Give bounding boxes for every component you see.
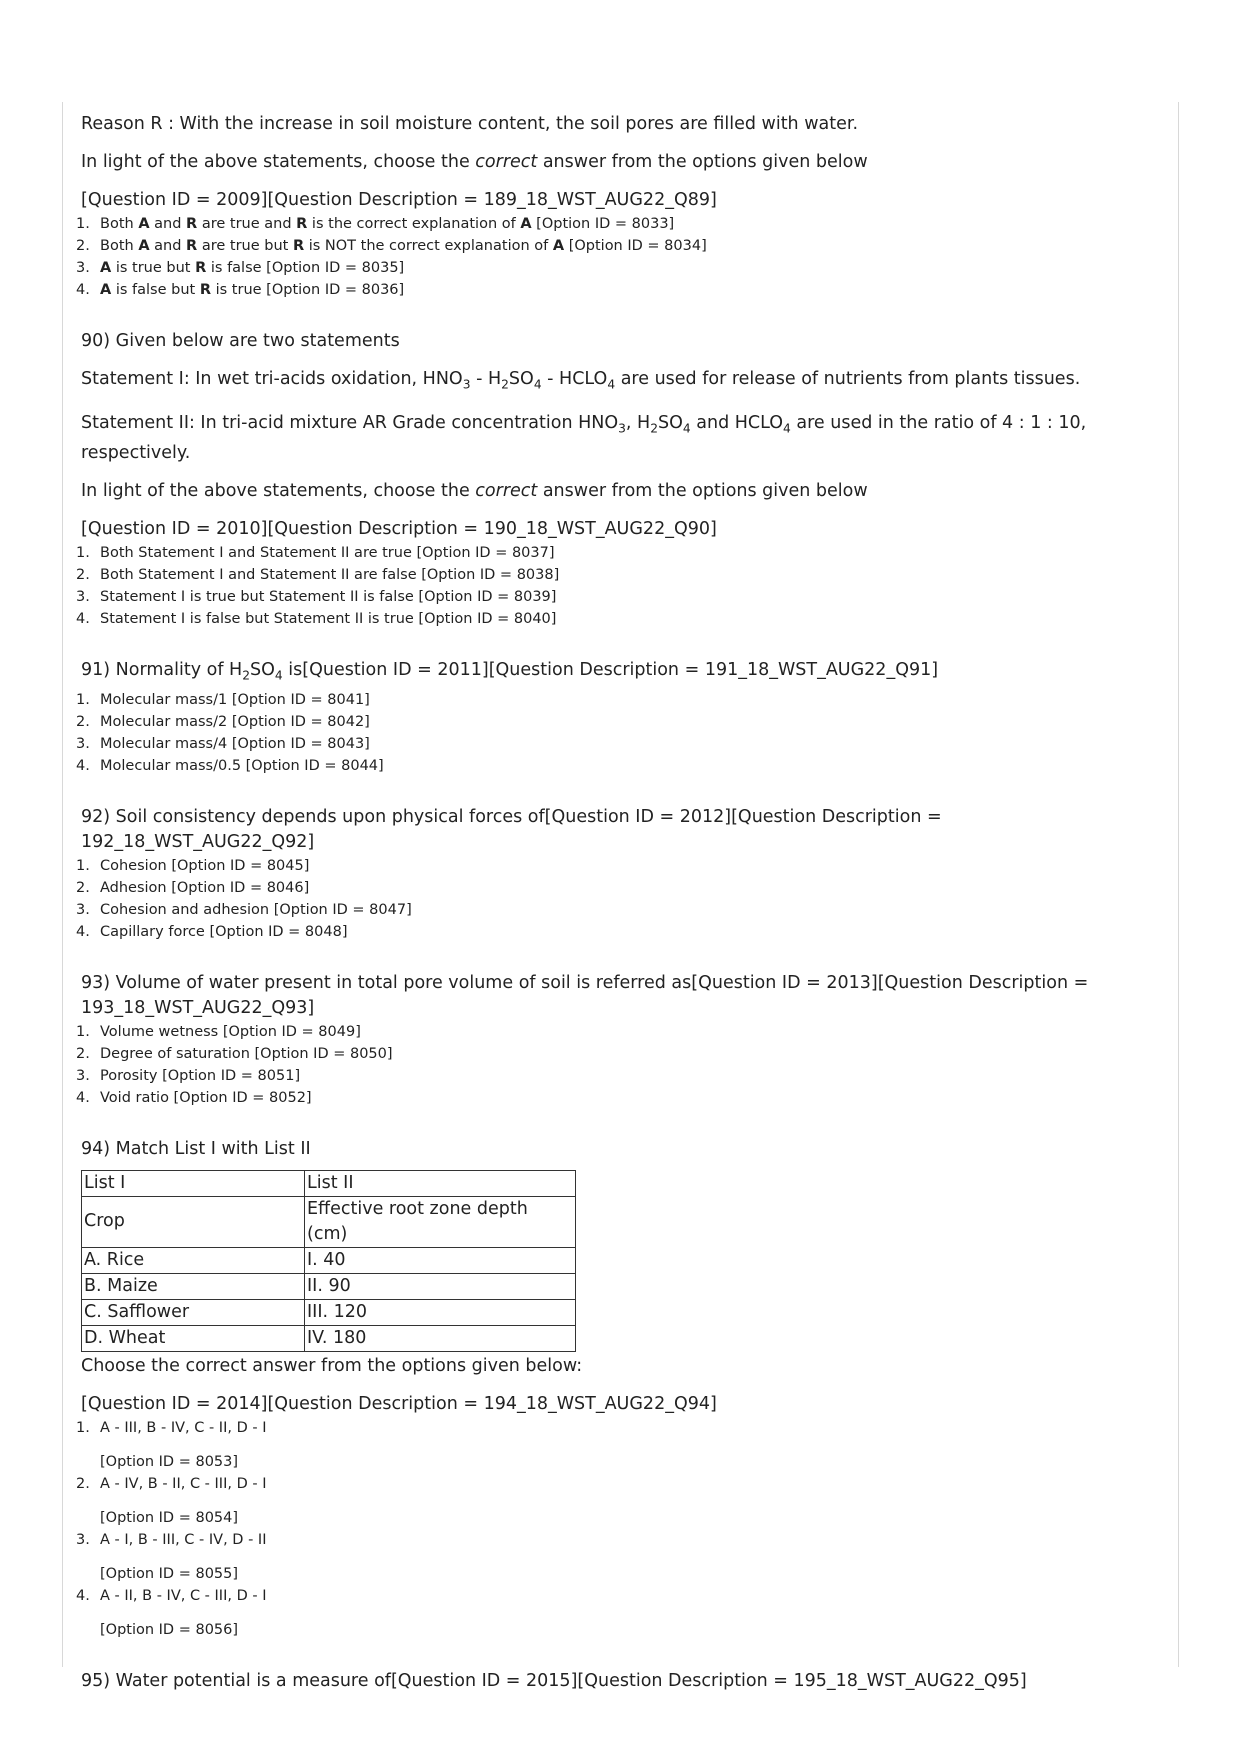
q94-option-1[interactable]: 1. A - III, B - IV, C - II, D - I [Option ID = 8053] — [76, 1419, 267, 1470]
q89-question-id: [Question ID = 2009][Question Description = 189_18_WST_AUG22_Q89] — [81, 190, 717, 210]
q92-options — [62, 855, 1172, 943]
q90-option-2[interactable]: 2. Both Statement I and Statement II are false [Option ID = 8038] — [76, 567, 560, 583]
q92-option-3[interactable]: 3. Cohesion and adhesion [Option ID = 8047] — [76, 901, 412, 918]
q94-option-3[interactable]: 3. A - I, B - III, C - IV, D - II [Option ID = 8055] — [76, 1531, 267, 1582]
table-row: B. Maize II. 90 — [82, 1273, 576, 1299]
q89-instruction: In light of the above statements, choose the correct answer from the options given below — [81, 152, 868, 172]
q93-options — [62, 1021, 1172, 1109]
q89-reason: Reason R : With the increase in soil moisture content, the soil pores are filled with water. — [81, 114, 859, 134]
q93-option-3[interactable]: 3. Porosity [Option ID = 8051] — [76, 1067, 301, 1084]
table-row: D. Wheat IV. 180 — [82, 1325, 576, 1351]
q90-statement-1: Statement I: In wet tri-acids oxidation, $HNO_3 - H_2SO_4$ - $HCLO_4$ are used for release of nutrients from plants tissues. — [81, 369, 1081, 392]
q90-option-1[interactable]: 1. Both Statement I and Statement II are true [Option ID = 8037] — [76, 545, 555, 561]
table-row: List I List II — [82, 1170, 576, 1196]
q91-option-4[interactable]: 4. Molecular mass/0.5 [Option ID = 8044] — [76, 757, 384, 774]
q93-option-1[interactable]: 1. Volume wetness [Option ID = 8049] — [76, 1023, 361, 1040]
table-row: A. Rice I. 40 — [82, 1247, 576, 1273]
q92-title: 92) Soil consistency depends upon physical forces of[Question ID = 2012][Question Description = 192_18_WST_AUG22_Q92] — [81, 806, 942, 852]
q93-option-4[interactable]: 4. Void ratio [Option ID = 8052] — [76, 1089, 312, 1106]
question-content — [62, 112, 1172, 1694]
q89-option-3[interactable]: 3. A is true but R is false [Option ID = 8035] — [76, 260, 405, 276]
q89-option-1[interactable]: 1. Both A and R are true and R is the correct explanation of A [Option ID = 8033] — [76, 216, 675, 232]
q90-question-id: [Question ID = 2010][Question Description = 190_18_WST_AUG22_Q90] — [81, 519, 717, 539]
q92-option-2[interactable]: 2. Adhesion [Option ID = 8046] — [76, 879, 310, 896]
q90-options — [62, 542, 1172, 630]
table-row: C. Safflower III. 120 — [82, 1299, 576, 1325]
page-border-right — [1178, 102, 1179, 1667]
q90-instruction: In light of the above statements, choose the correct answer from the options given below — [81, 481, 868, 501]
q94-option-2[interactable]: 2. A - IV, B - II, C - III, D - I [Option ID = 8054] — [76, 1475, 267, 1526]
q91-option-2[interactable]: 2. Molecular mass/2 [Option ID = 8042] — [76, 713, 370, 730]
q91-options — [62, 689, 1172, 777]
q90-title: 90) Given below are two statements — [81, 331, 400, 351]
q94-option-4[interactable]: 4. A - II, B - IV, C - III, D - I [Option ID = 8056] — [76, 1587, 267, 1638]
q90-option-3[interactable]: 3. Statement I is true but Statement II is false [Option ID = 8039] — [76, 589, 557, 605]
q92-option-4[interactable]: 4. Capillary force [Option ID = 8048] — [76, 923, 348, 940]
q92-option-1[interactable]: 1. Cohesion [Option ID = 8045] — [76, 857, 310, 874]
q91-option-3[interactable]: 3. Molecular mass/4 [Option ID = 8043] — [76, 735, 370, 752]
q94-title: 94) Match List I with List II — [81, 1138, 311, 1159]
q95-title: 95) Water potential is a measure of[Question ID = 2015][Question Description = 195_18_WST_AUG22_Q95] — [81, 1670, 1027, 1691]
q89-option-2[interactable]: 2. Both A and R are true but R is NOT the correct explanation of A [Option ID = 8034] — [76, 238, 707, 254]
q91-title: 91) Normality of $H_2SO_4$ is[Question ID = 2011][Question Description = 191_18_WST_AUG22_Q91] — [81, 660, 939, 683]
q91-option-1[interactable]: 1. Molecular mass/1 [Option ID = 8041] — [76, 691, 370, 708]
q90-statement-2: Statement II: In tri-acid mixture AR Grade concentration $HNO_3$, $H_2SO_4$ and $HCLO_4$ are used in the ratio of 4 : 1 : 10, respectively. — [81, 412, 1087, 463]
q89-options — [62, 213, 1172, 301]
match-table — [81, 1170, 576, 1352]
q94-choose-instruction: Choose the correct answer from the options given below: — [81, 1355, 583, 1376]
table-row: Crop Effective root zone depth (cm) — [82, 1196, 576, 1247]
q93-option-2[interactable]: 2. Degree of saturation [Option ID = 8050] — [76, 1045, 393, 1062]
q90-option-4[interactable]: 4. Statement I is false but Statement II is true [Option ID = 8040] — [76, 611, 557, 627]
q94-options — [62, 1417, 1172, 1641]
q93-title: 93) Volume of water present in total pore volume of soil is referred as[Question ID = 2013][Question Description = 193_18_WST_AUG22_Q93] — [81, 972, 1089, 1018]
q89-option-4[interactable]: 4. A is false but R is true [Option ID = 8036] — [76, 282, 405, 298]
q94-question-id: [Question ID = 2014][Question Description = 194_18_WST_AUG22_Q94] — [81, 1393, 717, 1414]
